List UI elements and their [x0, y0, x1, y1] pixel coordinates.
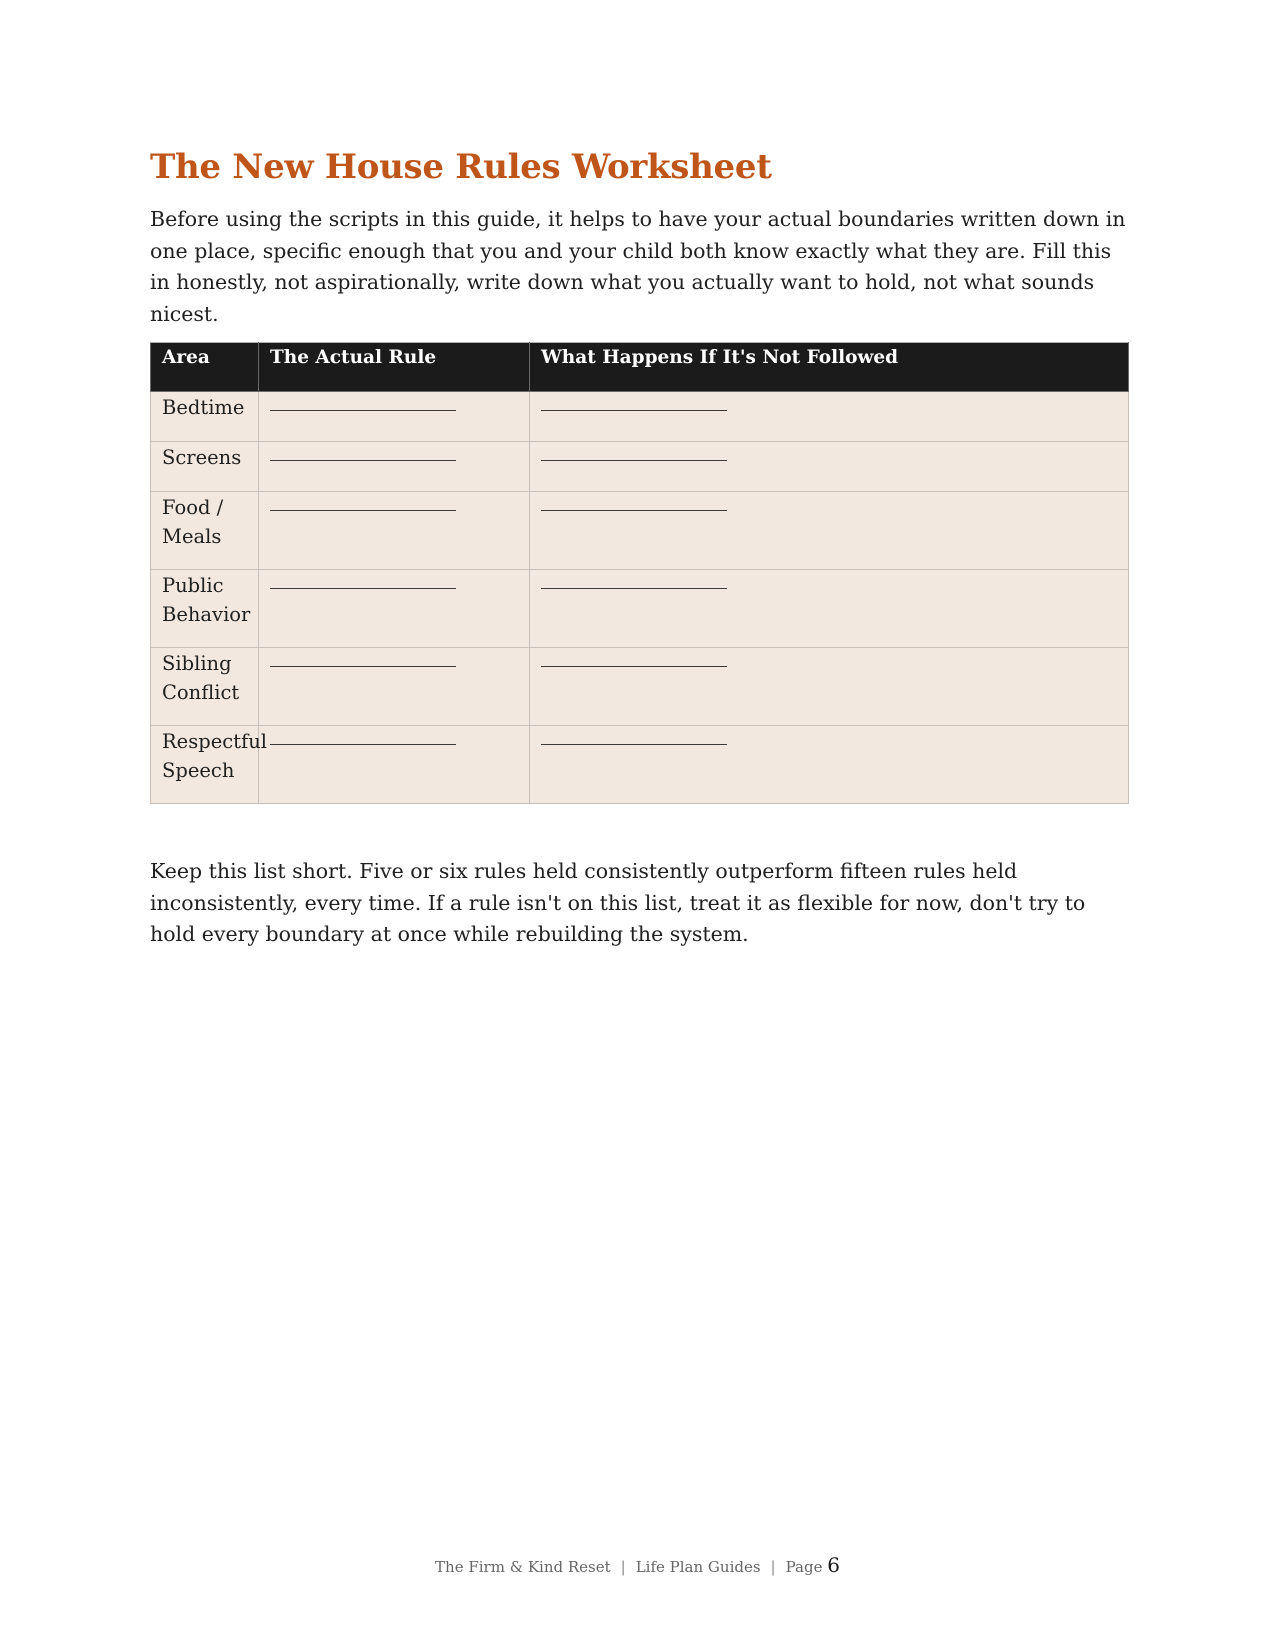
- document-page: [150, 146, 1127, 951]
- area-cell: Food / Meals: [151, 492, 259, 570]
- consequence-cell[interactable]: [530, 726, 1129, 804]
- rule-blank-line[interactable]: [270, 494, 456, 511]
- rule-blank-line[interactable]: [270, 728, 456, 745]
- area-cell: Sibling Conflict: [151, 648, 259, 726]
- rule-blank-line[interactable]: [270, 572, 456, 589]
- table-row: [151, 492, 1129, 570]
- column-header-consequence: What Happens If It's Not Followed: [530, 343, 1129, 392]
- consequence-cell[interactable]: [530, 648, 1129, 726]
- area-cell: Bedtime: [151, 392, 259, 442]
- page-footer: [0, 1553, 1275, 1577]
- consequence-cell[interactable]: [530, 570, 1129, 648]
- footer-separator: |: [770, 1558, 776, 1576]
- footer-guide-name: The Firm & Kind Reset: [435, 1558, 611, 1576]
- rule-cell[interactable]: [259, 392, 530, 442]
- rule-cell[interactable]: [259, 648, 530, 726]
- consequence-blank-line[interactable]: [541, 444, 727, 461]
- rule-cell[interactable]: [259, 492, 530, 570]
- column-header-area: Area: [151, 343, 259, 392]
- column-header-rule: The Actual Rule: [259, 343, 530, 392]
- table-row: [151, 726, 1129, 804]
- consequence-blank-line[interactable]: [541, 494, 727, 511]
- table-row: [151, 570, 1129, 648]
- footer-page-label: Page: [785, 1558, 823, 1576]
- table-row: [151, 648, 1129, 726]
- consequence-blank-line[interactable]: [541, 728, 727, 745]
- house-rules-table: [150, 342, 1129, 804]
- consequence-cell[interactable]: [530, 392, 1129, 442]
- rule-blank-line[interactable]: [270, 444, 456, 461]
- footer-page-number: 6: [827, 1553, 840, 1577]
- consequence-blank-line[interactable]: [541, 650, 727, 667]
- table-row: [151, 392, 1129, 442]
- consequence-cell[interactable]: [530, 492, 1129, 570]
- rule-blank-line[interactable]: [270, 650, 456, 667]
- footer-separator: |: [620, 1558, 626, 1576]
- rule-cell[interactable]: [259, 442, 530, 492]
- table-row: [151, 442, 1129, 492]
- area-cell: Public Behavior: [151, 570, 259, 648]
- rule-cell[interactable]: [259, 726, 530, 804]
- table-header-row: [151, 343, 1129, 392]
- footer-publisher: Life Plan Guides: [635, 1558, 761, 1576]
- rule-blank-line[interactable]: [270, 394, 456, 411]
- closing-paragraph: Keep this list short. Five or six rules held consistently outperform fifteen rules held inconsistently, every time. If a rule isn't on this list, treat it as flexible for now, don't try to hold every boundary at once while rebuilding the system.: [150, 859, 1086, 946]
- area-cell: Screens: [151, 442, 259, 492]
- consequence-blank-line[interactable]: [541, 394, 727, 411]
- page-title: The New House Rules Worksheet: [150, 147, 772, 187]
- consequence-blank-line[interactable]: [541, 572, 727, 589]
- intro-paragraph: Before using the scripts in this guide, it helps to have your actual boundaries written down in one place, specific enough that you and your child both know exactly what they are. Fill this in honestly, not aspirationally, write down what you actually want to hold, not what sounds nicest.: [150, 207, 1126, 326]
- area-cell: Respectful Speech: [151, 726, 259, 804]
- rule-cell[interactable]: [259, 570, 530, 648]
- consequence-cell[interactable]: [530, 442, 1129, 492]
